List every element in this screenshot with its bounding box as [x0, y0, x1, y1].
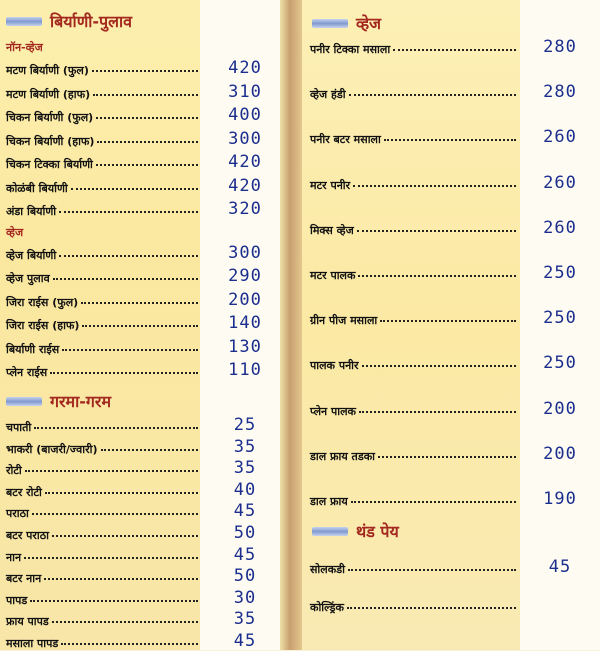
menu-item — [6, 614, 198, 629]
menu-item-price: 25 — [233, 415, 257, 435]
menu-item-name: कोल्ड्रिंक — [310, 601, 344, 614]
menu-item-price: 280 — [543, 37, 577, 57]
menu-item-price: 260 — [543, 172, 577, 193]
heading-bar-icon — [6, 397, 42, 406]
dot-leader — [101, 449, 198, 451]
menu-item — [310, 404, 516, 419]
menu-item-name: जिरा राईस (हाफ) — [6, 319, 80, 333]
menu-item-name: मटर पालक — [310, 269, 356, 282]
biryani-pulav-title: बिर्याणी-पुलाव — [50, 12, 133, 31]
garma-garam-title: गरमा-गरम — [50, 392, 112, 411]
heading-bar-icon — [6, 17, 42, 26]
dot-leader — [362, 365, 516, 367]
dot-leader — [59, 255, 198, 257]
menu-item-price: 250 — [543, 353, 577, 374]
dot-leader — [353, 185, 516, 187]
dot-leader — [347, 607, 516, 609]
menu-item-price: 420 — [228, 175, 262, 196]
menu-item-name: पालक पनीर — [310, 359, 359, 373]
dot-leader — [52, 535, 198, 537]
menu-item-price: 200 — [543, 398, 577, 419]
dot-leader — [357, 230, 516, 232]
menu-item-price: 30 — [233, 587, 257, 608]
dot-leader — [349, 94, 516, 96]
menu-item — [6, 506, 198, 521]
heading-bar-icon — [312, 527, 348, 536]
menu-item-name: चिकन टिक्का बिर्याणी — [6, 158, 93, 171]
menu-item-price: 35 — [233, 458, 257, 479]
menu-item-price: 140 — [228, 313, 262, 334]
dot-leader — [92, 70, 198, 72]
menu-item — [6, 485, 198, 500]
menu-item-price: 45 — [233, 501, 257, 522]
dot-leader — [59, 211, 198, 213]
menu-item — [6, 157, 198, 172]
menu-item-price: 290 — [228, 266, 262, 287]
menu-item — [6, 365, 198, 380]
dot-leader — [380, 320, 516, 322]
menu-item — [6, 463, 198, 478]
menu-item-name: अंडा बिर्याणी — [6, 205, 57, 218]
menu-item-name: पनीर बटर मसाला — [310, 133, 381, 147]
dot-leader — [30, 600, 198, 602]
menu-item-name: भाकरी (बाजरी/ज्वारी) — [6, 442, 98, 456]
menu-item — [310, 313, 516, 328]
dot-leader — [32, 513, 198, 515]
dot-leader — [384, 139, 516, 141]
menu-item — [310, 600, 516, 615]
menu-item-name: चपाती — [6, 421, 32, 434]
menu-item-name: फ्राय पापड — [6, 615, 49, 629]
dot-leader — [82, 325, 198, 327]
menu-item-name: बटर नान — [6, 572, 42, 586]
menu-item-name: बटर रोटी — [6, 485, 42, 499]
menu-item-price: 35 — [233, 609, 257, 630]
menu-item — [310, 42, 516, 57]
dot-leader — [96, 164, 198, 166]
menu-item-price: 300 — [228, 128, 262, 149]
menu-item-price: 420 — [228, 152, 262, 172]
menu-item-price: 45 — [233, 544, 257, 565]
menu-item-name: प्लेन राईस — [6, 366, 48, 379]
menu-item — [6, 110, 198, 125]
dot-leader — [358, 275, 516, 277]
menu-item-name: मटर पनीर — [310, 178, 351, 192]
menu-item-price: 35 — [233, 436, 257, 457]
menu-item — [310, 87, 516, 102]
dot-leader — [96, 117, 198, 119]
menu-item-name: व्हेज पुलाव — [6, 272, 50, 286]
dot-leader — [351, 501, 516, 503]
menu-item — [6, 571, 198, 586]
dot-leader — [348, 569, 516, 571]
menu-item-name: डाल फ्राय तडका — [310, 449, 376, 463]
menu-item-price: 200 — [228, 289, 262, 310]
menu-item — [310, 449, 516, 464]
menu-item — [6, 318, 198, 333]
dot-leader — [52, 621, 198, 623]
menu-item-price: 250 — [543, 308, 577, 329]
menu-item — [310, 358, 516, 373]
menu-item-name: प्लेन पालक — [310, 404, 356, 418]
menu-item-name: व्हेज बिर्याणी — [6, 249, 57, 262]
dot-leader — [61, 643, 198, 645]
menu-item — [6, 528, 198, 543]
menu-item — [6, 295, 198, 310]
menu-item — [6, 181, 198, 196]
menu-item-name: बिर्याणी राईस — [6, 342, 60, 356]
dot-leader — [97, 141, 198, 143]
menu-item-name: मटण बिर्याणी (फुल) — [6, 64, 89, 77]
menu-item-price: 300 — [228, 243, 262, 263]
dot-leader — [393, 49, 516, 51]
menu-item — [310, 132, 516, 147]
veg-title: व्हेज — [356, 14, 381, 33]
dot-leader — [378, 456, 516, 458]
menu-item-price: 190 — [543, 489, 577, 509]
nonveg-subheading: नॉन-व्हेज — [6, 41, 43, 54]
menu-item-price: 40 — [233, 479, 257, 500]
cold-drinks-title: थंड पेय — [356, 522, 399, 541]
menu-item-price: 420 — [228, 58, 262, 78]
dot-leader — [45, 492, 198, 494]
menu-item — [6, 204, 198, 219]
menu-item-price: 200 — [543, 443, 577, 464]
dot-leader — [25, 470, 198, 472]
menu-item-name: जिरा राईस (फुल) — [6, 295, 79, 309]
menu-item — [6, 550, 198, 565]
menu-item-price: 130 — [228, 336, 262, 357]
menu-item-price: 250 — [543, 263, 577, 283]
menu-item-price: 320 — [228, 199, 262, 219]
menu-item — [6, 63, 198, 78]
menu-item-name: कोळंबी बिर्याणी — [6, 181, 68, 195]
menu-item-name: पराठा — [6, 507, 29, 521]
menu-item-name: पापड — [6, 593, 28, 607]
menu-item — [6, 87, 198, 102]
dot-leader — [62, 349, 198, 351]
heading-bar-icon — [312, 19, 348, 28]
menu-item — [310, 223, 516, 238]
garma-garam-heading — [6, 390, 111, 412]
menu-item-name: मिक्स व्हेज — [310, 223, 354, 237]
menu-item — [6, 636, 198, 651]
menu-item-name: रोटी — [6, 464, 22, 478]
menu-item-price: 280 — [543, 82, 577, 103]
menu-item-price: 400 — [228, 105, 262, 125]
menu-item — [6, 442, 198, 457]
menu-item-price: 260 — [543, 127, 577, 148]
menu-item — [6, 420, 198, 435]
menu-item — [310, 178, 516, 193]
menu-item-name: मसाला पापड — [6, 637, 59, 650]
menu-item-name: चिकन बिर्याणी (हाफ) — [6, 134, 95, 148]
menu-item-price: 45 — [233, 631, 257, 651]
menu-item — [6, 248, 198, 263]
dot-leader — [34, 427, 198, 429]
menu-item-name: डाल फ्राय — [310, 495, 348, 508]
menu-item-name: पनीर टिक्का मसाला — [310, 43, 391, 56]
menu-item — [310, 268, 516, 283]
menu-item-name: बटर पराठा — [6, 529, 49, 542]
menu-item-price: 260 — [543, 217, 577, 238]
menu-item-name: सोलकडी — [310, 563, 345, 576]
menu-item — [6, 134, 198, 149]
menu-item-name: मटण बिर्याणी (हाफ) — [6, 87, 91, 101]
menu-item-name: नान — [6, 550, 22, 564]
menu-item — [310, 562, 516, 577]
dot-leader — [24, 557, 198, 559]
dot-leader — [93, 94, 198, 96]
menu-item — [6, 271, 198, 286]
veg-heading — [312, 12, 381, 34]
menu-item — [6, 342, 198, 357]
menu-item-name: ग्रीन पीज मसाला — [310, 314, 378, 328]
dot-leader — [53, 278, 198, 280]
dot-leader — [50, 372, 198, 374]
veg-subheading: व्हेज — [6, 226, 24, 239]
menu-item-price: 50 — [233, 523, 257, 543]
menu-item-price: 310 — [228, 81, 262, 102]
menu-item — [310, 494, 516, 509]
menu-item-name: व्हेज हंडी — [310, 88, 346, 102]
menu-item-price: 110 — [228, 360, 262, 380]
cold-drinks-heading — [312, 520, 399, 542]
dot-leader — [359, 411, 516, 413]
dot-leader — [81, 302, 198, 304]
menu-item-price: 45 — [548, 557, 572, 577]
menu-item-name: चिकन बिर्याणी (फुल) — [6, 111, 94, 124]
menu-item-price: 50 — [233, 566, 257, 587]
dot-leader — [44, 578, 198, 580]
biryani-pulav-heading — [6, 10, 132, 32]
dot-leader — [71, 188, 198, 190]
menu-item — [6, 593, 198, 608]
